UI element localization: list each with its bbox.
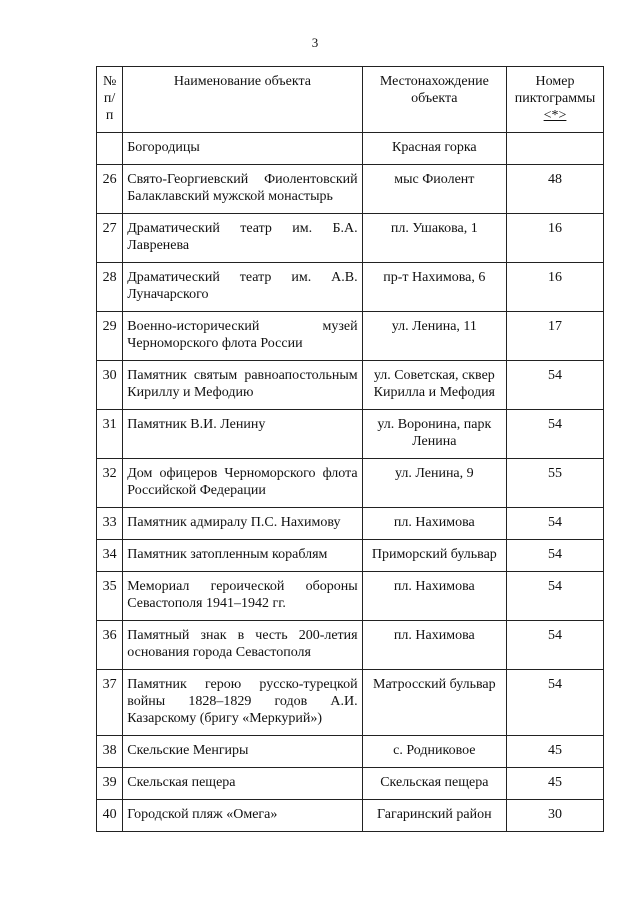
cell-pictogram: 54 [507, 540, 604, 572]
cell-name: Городской пляж «Омега» [123, 800, 362, 832]
table-row-continuation [97, 133, 604, 165]
cell-num: 31 [97, 410, 123, 459]
cell-name: Памятник адмиралу П.С. Нахимову [123, 508, 362, 540]
table-row [97, 540, 604, 572]
table-row [97, 410, 604, 459]
cell-num: 40 [97, 800, 123, 832]
header-pictogram-line1: Номер [535, 74, 575, 89]
cell-location: пл. Ушакова, 1 [362, 214, 506, 263]
cell-pictogram: 54 [507, 410, 604, 459]
header-location-line1: Местонахождение [379, 74, 489, 89]
table-row [97, 800, 604, 832]
cell-num: 35 [97, 572, 123, 621]
cell-location: пр-т Нахимова, 6 [362, 263, 506, 312]
cell-num: 32 [97, 459, 123, 508]
table-row [97, 621, 604, 670]
table-row [97, 214, 604, 263]
cell-num: 37 [97, 670, 123, 736]
cell-pictogram: 45 [507, 768, 604, 800]
cell-location: Скельская пещера [362, 768, 506, 800]
cell-pictogram: 48 [507, 165, 604, 214]
header-location-line2: объекта [411, 91, 458, 106]
cell-name: Мемориал героической обороны Севастополя 1941–1942 гг. [123, 572, 362, 621]
cell-pictogram: 54 [507, 621, 604, 670]
cell-name: Памятник затопленным кораблям [123, 540, 362, 572]
cell-name: Драматический театр им. А.В. Луначарского [123, 263, 362, 312]
cell-num: 38 [97, 736, 123, 768]
cell-location: ул. Ленина, 9 [362, 459, 506, 508]
cell-num: 39 [97, 768, 123, 800]
cell-name: Богородицы [123, 133, 362, 165]
cell-location: Матросский бульвар [362, 670, 506, 736]
header-pictogram-line2: пиктограммы [514, 91, 596, 106]
table-row [97, 459, 604, 508]
cell-name: Памятник святым равноапостольным Кириллу и Мефодию [123, 361, 362, 410]
cell-pictogram: 30 [507, 800, 604, 832]
cell-num: 33 [97, 508, 123, 540]
objects-table [96, 66, 604, 832]
header-location [362, 67, 506, 133]
cell-pictogram: 16 [507, 263, 604, 312]
cell-num: 28 [97, 263, 123, 312]
table-row [97, 263, 604, 312]
table-row [97, 312, 604, 361]
cell-pictogram: 16 [507, 214, 604, 263]
cell-location: ул. Воронина, парк Ленина [362, 410, 506, 459]
header-name: Наименование объекта [123, 67, 362, 133]
table-row [97, 165, 604, 214]
cell-pictogram [507, 133, 604, 165]
cell-pictogram: 54 [507, 670, 604, 736]
cell-name: Свято-Георгиевский Фиолентовский Балаклавский мужской монастырь [123, 165, 362, 214]
cell-name: Памятник В.И. Ленину [123, 410, 362, 459]
cell-location: мыс Фиолент [362, 165, 506, 214]
header-pictogram [507, 67, 604, 133]
table-header-row [97, 67, 604, 133]
cell-location: Красная горка [362, 133, 506, 165]
table-row [97, 572, 604, 621]
cell-location: пл. Нахимова [362, 572, 506, 621]
cell-pictogram: 54 [507, 572, 604, 621]
cell-num: 36 [97, 621, 123, 670]
cell-pictogram: 45 [507, 736, 604, 768]
header-pictogram-note: <*> [543, 108, 567, 123]
cell-num: 30 [97, 361, 123, 410]
table-row [97, 508, 604, 540]
cell-name: Скельские Менгиры [123, 736, 362, 768]
cell-name: Драматический театр им. Б.А. Лавренева [123, 214, 362, 263]
cell-pictogram: 55 [507, 459, 604, 508]
cell-name: Памятный знак в честь 200-летия основания города Севастополя [123, 621, 362, 670]
cell-location: Гагаринский район [362, 800, 506, 832]
header-num-line2: п/п [103, 91, 116, 123]
header-num [97, 67, 123, 133]
cell-location: ул. Советская, сквер Кирилла и Мефодия [362, 361, 506, 410]
cell-pictogram: 17 [507, 312, 604, 361]
cell-num: 34 [97, 540, 123, 572]
cell-num: 26 [97, 165, 123, 214]
cell-name: Скельская пещера [123, 768, 362, 800]
cell-num: 29 [97, 312, 123, 361]
cell-pictogram: 54 [507, 361, 604, 410]
table-row [97, 361, 604, 410]
cell-name: Военно-исторический музей Черноморского флота России [123, 312, 362, 361]
cell-location: пл. Нахимова [362, 508, 506, 540]
cell-name: Дом офицеров Черноморского флота Российской Федерации [123, 459, 362, 508]
cell-name: Памятник герою русско-турецкой войны 1828–1829 годов А.И. Казарскому (бригу «Меркурий») [123, 670, 362, 736]
table-row [97, 736, 604, 768]
cell-num [97, 133, 123, 165]
table-row [97, 670, 604, 736]
cell-location: Приморский бульвар [362, 540, 506, 572]
cell-pictogram: 54 [507, 508, 604, 540]
table-row [97, 768, 604, 800]
page-number: 3 [311, 35, 319, 50]
cell-location: пл. Нахимова [362, 621, 506, 670]
cell-num: 27 [97, 214, 123, 263]
cell-location: ул. Ленина, 11 [362, 312, 506, 361]
header-num-line1: № [102, 74, 117, 89]
cell-location: с. Родниковое [362, 736, 506, 768]
